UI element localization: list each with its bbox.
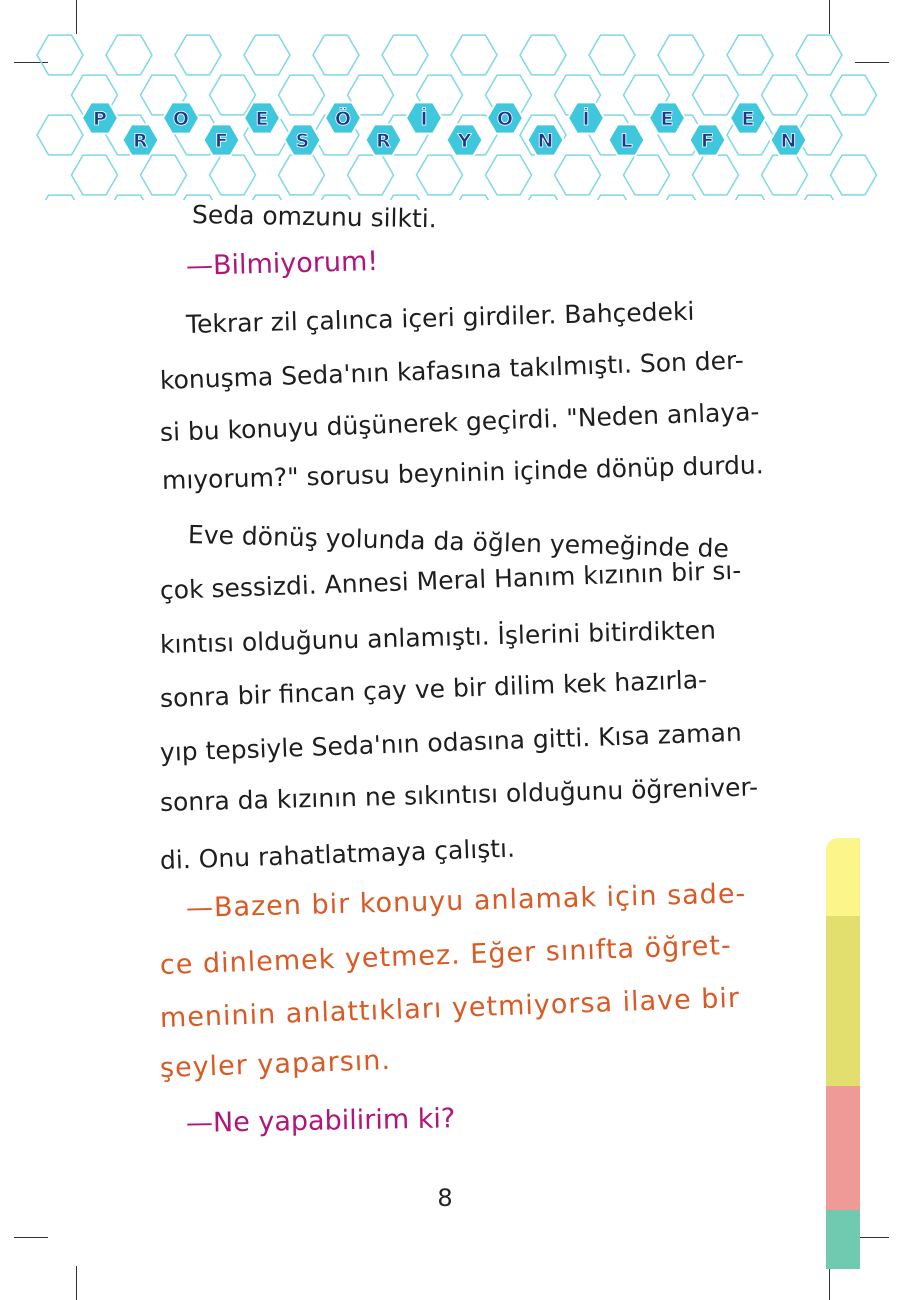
text-line: konuşma Seda'nın kafasına takılmıştı. Son der-: [159, 345, 745, 395]
title-letter: P: [93, 108, 107, 130]
dialogue-mother: —Bazen bir konuyu anlamak için sade-: [185, 878, 747, 924]
honeycomb-cell: [37, 115, 83, 155]
title-letter: O: [172, 108, 190, 130]
text-line: sonra da kızının ne sıkıntısı olduğunu öğreniver-: [159, 772, 759, 817]
honeycomb-cell: [727, 195, 773, 200]
title-letter: Y: [457, 130, 472, 152]
title-letter: İ: [420, 108, 428, 130]
honeycomb-cell: [106, 195, 152, 200]
crop-mark: [855, 1237, 889, 1238]
title-letter-hex: [730, 102, 766, 133]
edge-tab: [826, 916, 860, 1086]
text-line: mıyorum?" sorusu beyninin içinde dönüp durdu.: [161, 450, 765, 495]
honeycomb-cell: [693, 155, 739, 195]
title-letter-hex: [771, 124, 807, 155]
edge-tab: [826, 1086, 860, 1210]
honeycomb-cell: [382, 35, 428, 75]
honeycomb-cell: [37, 35, 83, 75]
honeycomb-cell: [520, 35, 566, 75]
honeycomb-cell: [244, 35, 290, 75]
title-letter: F: [215, 130, 228, 152]
honeycomb-cell: [589, 195, 635, 200]
honeycomb-cell: [624, 155, 670, 195]
honeycomb-cell: [175, 35, 221, 75]
honeycomb-cell: [348, 155, 394, 195]
crop-mark: [829, 1266, 830, 1300]
honeycomb-cell: [313, 195, 359, 200]
honeycomb-cell: [106, 35, 152, 75]
honeycomb-cell: [658, 195, 704, 200]
edge-tab: [826, 838, 860, 918]
dialogue-seda: —Bilmiyorum!: [185, 245, 379, 282]
title-letter-hex: [366, 124, 402, 155]
text-line: çok sessizdi. Annesi Meral Hanım kızının bir sı-: [159, 555, 742, 605]
title-letter-hex: [447, 124, 483, 155]
title-letter-hex: [204, 124, 240, 155]
title-letter: F: [701, 130, 714, 152]
text-line: kıntısı olduğunu anlamıştı. İşlerini bitirdikten: [159, 615, 717, 659]
title-letter: N: [780, 130, 797, 152]
honeycomb-cell: [831, 75, 877, 115]
text-line: sonra bir fincan çay ve bir dilim kek hazırla-: [159, 664, 708, 713]
honeycomb-cell: [693, 75, 739, 115]
dialogue-seda: —Ne yapabilirim ki?: [185, 1103, 456, 1139]
title-letter-hex: [285, 124, 321, 155]
title-letter: R: [133, 130, 148, 152]
honeycomb-cell: [831, 155, 877, 195]
honeycomb-cell: [589, 35, 635, 75]
title-letter: Ö: [334, 108, 352, 130]
title-letter: E: [741, 108, 755, 130]
honeycomb-cell: [37, 195, 83, 200]
title-letter: N: [537, 130, 554, 152]
honeycomb-cell: [451, 35, 497, 75]
title-letter: S: [295, 130, 310, 152]
honeycomb-cell: [210, 155, 256, 195]
text-line: yıp tepsiyle Seda'nın odasına gitti. Kısa zaman: [159, 717, 743, 767]
honeycomb-cell: [244, 195, 290, 200]
honeycomb-cell: [451, 195, 497, 200]
honeycomb-cell: [141, 155, 187, 195]
honeycomb-cell: [727, 35, 773, 75]
dialogue-mother: şeyler yaparsın.: [159, 1044, 392, 1084]
text-line: Tekrar zil çalınca içeri girdiler. Bahçedeki: [185, 296, 695, 339]
title-letter-hex: [325, 102, 361, 133]
honeycomb-cell: [762, 155, 808, 195]
text-line: Eve dönüş yolunda da öğlen yemeğinde de: [187, 520, 730, 564]
honeycomb-cell: [417, 155, 463, 195]
honeycomb-cell: [313, 35, 359, 75]
title-letter-hex: [609, 124, 645, 155]
edge-color-tabs: [826, 838, 860, 1269]
dialogue-mother: meninin anlattıkları yetmiyorsa ilave bir: [159, 982, 741, 1034]
honeycomb-cell: [520, 195, 566, 200]
title-letter-hex: [568, 102, 604, 133]
honeycomb-cell: [279, 155, 325, 195]
honeycomb-cell: [72, 155, 118, 195]
honeycomb-cell: [279, 75, 325, 115]
honeycomb-banner: [0, 0, 900, 200]
title-letter-hex: [123, 124, 159, 155]
crop-mark: [14, 1237, 48, 1238]
dialogue-mother: ce dinlemek yetmez. Eğer sınıfta öğret-: [159, 930, 733, 981]
title-letter-hex: [82, 102, 118, 133]
title-letter: L: [620, 130, 633, 152]
title-letter-hex: [406, 102, 442, 133]
honeycomb-cell: [796, 35, 842, 75]
text-line: Seda omzunu silkti.: [191, 200, 437, 234]
title-letter: E: [255, 108, 269, 130]
title-letter: E: [660, 108, 674, 130]
page-number: 8: [437, 1184, 453, 1212]
title-letter-hex: [690, 124, 726, 155]
title-letter: İ: [582, 108, 590, 130]
title-letter: O: [496, 108, 514, 130]
crop-mark: [76, 1266, 77, 1300]
honeycomb-cell: [762, 75, 808, 115]
title-letter: R: [376, 130, 391, 152]
honeycomb-cell: [486, 155, 532, 195]
title-letter-hex: [649, 102, 685, 133]
title-letter-hex: [244, 102, 280, 133]
chapter-header: [0, 0, 900, 200]
honeycomb-cell: [555, 155, 601, 195]
honeycomb-cell: [796, 195, 842, 200]
text-line: di. Onu rahatlatmaya çalıştı.: [159, 833, 516, 875]
title-letter-hex: [528, 124, 564, 155]
title-letter-hex: [487, 102, 523, 133]
title-letter-hex: [163, 102, 199, 133]
text-line: si bu konuyu düşünerek geçirdi. "Neden anlaya-: [159, 397, 760, 447]
edge-tab: [826, 1210, 860, 1269]
honeycomb-cell: [658, 35, 704, 75]
honeycomb-cell: [382, 195, 428, 200]
